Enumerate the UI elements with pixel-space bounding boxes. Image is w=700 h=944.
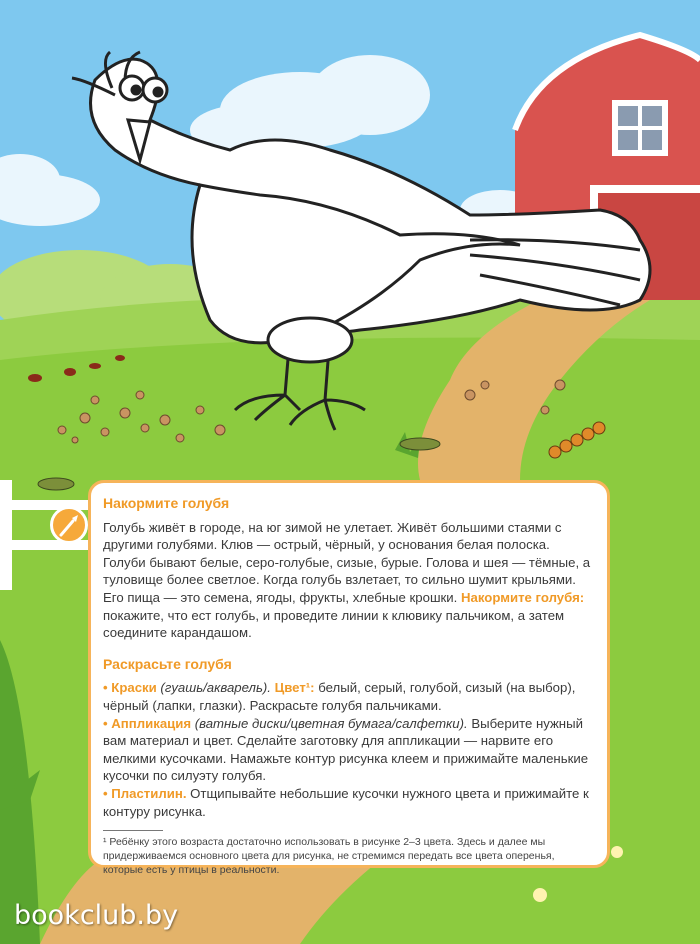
footnote: ¹ Ребёнку этого возраста достаточно использовать в рисунке 2–3 цвета. Здесь и далее мы придерживаемся основного цвета для рисунка, не стремимся передать все цвета оперенья, которые есть у птицы в реальности. bbox=[103, 836, 555, 877]
color-label: Цвет¹: bbox=[274, 680, 315, 696]
brush-icon bbox=[50, 506, 88, 544]
task-label: Накормите голубя: bbox=[461, 589, 585, 605]
paints-item bbox=[103, 679, 595, 714]
description-paragraph bbox=[103, 519, 595, 642]
task-text: покажите, что ест голубь, и проведите линии к клювику пальчиком, а затем соедините карандашом. bbox=[103, 607, 565, 641]
paints-materials: (гуашь/акварель). bbox=[156, 680, 275, 696]
plasticine-text: Отщипывайте небольшие кусочки нужного цвета и прижимайте к контуру рисунка. bbox=[103, 785, 589, 819]
description-text: Голубь живёт в городе, на юг зимой не улетает. Живёт большими стаями с другими голубями. Клюв — острый, чёрный, у основания белая полоска. Голуби бывают белые, серо-голубые, сизые, бурые. Голова и шея — тёмные, а туловище более светлое. Когда голубь взлетает, то сильно шумит крыльями. Его пища — это семена, ягоды, фрукты, хлебные крошки. bbox=[103, 519, 591, 605]
applique-item bbox=[103, 715, 595, 785]
plasticine-label: • Пластилин. bbox=[103, 785, 187, 801]
card-title: Накормите голубя bbox=[103, 495, 230, 511]
applique-materials: (ватные диски/цветная бумага/салфетки). bbox=[191, 715, 468, 731]
color-text: белый, серый, голубой, сизый (на выбор), чёрный (лапки, глазки). Раскрасьте голубя пальчиками. bbox=[103, 680, 576, 713]
plasticine-item bbox=[103, 785, 595, 820]
info-card bbox=[88, 480, 610, 877]
applique-label: • Аппликация bbox=[103, 715, 192, 731]
watermark: bookclub.by bbox=[14, 900, 179, 931]
applique-text: Выберите нужный вам материал и цвет. Сделайте заготовку для аппликации — нарвите его мелкими кусочками. Намажьте контур рисунка клеем и прижимайте маленькие кусочки по силуэту голубя. bbox=[103, 715, 589, 784]
coloring-title: Раскрасьте голубя bbox=[103, 655, 232, 672]
paints-label: • Краски bbox=[103, 680, 157, 696]
footnote-divider bbox=[103, 830, 163, 831]
